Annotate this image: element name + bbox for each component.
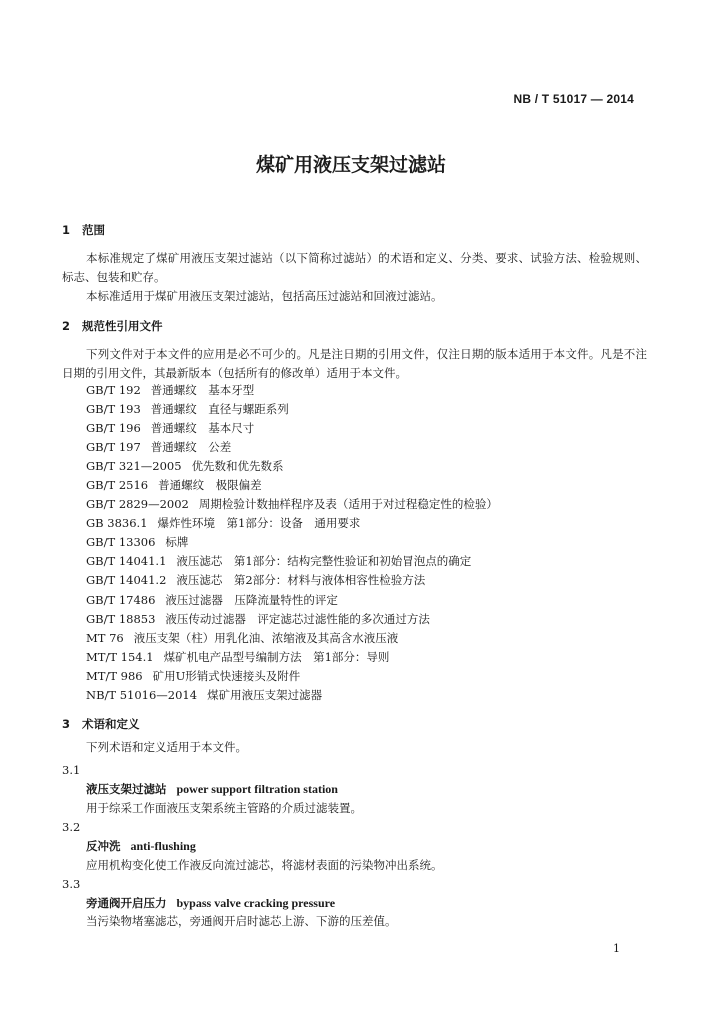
reference-title: 普通螺纹 基本尺寸 [150,421,255,436]
reference-code: MT/T 154.1 [86,649,154,664]
section-2-heading [62,318,163,334]
reference-title: 爆炸性环境 第1部分：设备 通用要求 [157,516,361,531]
definition-3-3: 当污染物堵塞滤芯，旁通阀开启时滤芯上游、下游的压差值。 [86,914,397,928]
reference-title: 普通螺纹 直径与螺距系列 [150,402,289,417]
reference-title: 液压过滤器 压降流量特性的评定 [165,592,338,607]
reference-code: GB 3836.1 [86,516,148,531]
reference-item [86,438,498,457]
reference-item [86,457,498,476]
reference-code: GB/T 193 [86,402,141,417]
section-1-number: 1 [62,223,71,237]
section-2-number: 2 [62,319,71,333]
reference-code: GB/T 192 [86,383,141,397]
reference-item [86,648,498,667]
standard-code: NB / T 51017 — 2014 [513,92,634,106]
term-3-3-en: bypass valve cracking pressure [176,896,336,910]
reference-title: 煤矿用液压支架过滤器 [207,687,323,702]
page-number: 1 [613,942,620,955]
section-1-paragraph-1: 本标准规定了煤矿用液压支架过滤站（以下简称过滤站）的术语和定义、分类、要求、试验方法、检验规则、标志、包装和贮存。 [62,251,647,284]
reference-code: GB/T 13306 [86,535,156,550]
term-3-1-zh: 液压支架过滤站 [86,782,167,796]
term-3-3-zh: 旁通阀开启压力 [86,896,167,910]
section-3-heading [62,716,140,732]
reference-item [86,419,498,438]
term-3-2-en: anti-flushing [130,839,196,853]
reference-item [86,686,498,705]
reference-item [86,533,498,552]
section-3-title: 术语和定义 [82,717,140,731]
reference-item [86,514,498,533]
reference-item [86,667,498,686]
reference-item [86,571,498,590]
document-title: 煤矿用液压支架过滤站 [255,154,446,176]
reference-title: 煤矿机电产品型号编制方法 第1部分：导则 [163,649,390,664]
term-3-1-en: power support filtration station [176,782,338,796]
section-3-intro: 下列术语和定义适用于本文件。 [86,740,247,754]
section-1-paragraph-2: 本标准适用于煤矿用液压支架过滤站，包括高压过滤站和回液过滤站。 [86,289,443,303]
reference-item [86,495,498,514]
reference-title: 优先数和优先数系 [191,459,284,474]
section-1-heading [62,222,105,238]
reference-title: 周期检验计数抽样程序及表（适用于对过程稳定性的检验） [198,497,498,512]
reference-code: GB/T 2516 [86,478,149,493]
reference-item [86,610,498,629]
clause-3-1-number: 3.1 [62,763,81,777]
reference-code: GB/T 196 [86,421,141,436]
section-2-title: 规范性引用文件 [82,319,163,333]
term-3-2-zh: 反冲洗 [86,839,121,853]
reference-item [86,400,498,419]
reference-item [86,552,498,571]
term-3-1 [86,781,338,797]
reference-title: 普通螺纹 公差 [150,440,232,455]
reference-code: GB/T 18853 [86,611,156,626]
normative-reference-list [86,381,498,705]
reference-title: 标牌 [165,535,189,550]
definition-3-2: 应用机构变化使工作液反向流过滤芯，将滤材表面的污染物冲出系统。 [86,858,443,872]
section-2-intro: 下列文件对于本文件的应用是必不可少的。凡是注日期的引用文件，仅注日期的版本适用于本文件。凡是不注日期的引用文件，其最新版本（包括所有的修改单）适用于本文件。 [62,347,647,380]
reference-code: GB/T 321—2005 [86,459,182,474]
term-3-2 [86,838,196,854]
reference-item [86,591,498,610]
clause-3-3-number: 3.3 [62,877,81,891]
clause-3-2-number: 3.2 [62,820,81,834]
reference-code: GB/T 2829—2002 [86,497,189,512]
reference-code: MT/T 986 [86,668,143,683]
reference-item [86,476,498,495]
reference-title: 液压传动过滤器 评定滤芯过滤性能的多次通过方法 [165,611,430,626]
section-3-number: 3 [62,717,71,731]
reference-code: MT 76 [86,630,124,645]
reference-code: GB/T 14041.1 [86,554,167,569]
reference-item [86,381,498,400]
reference-title: 普通螺纹 基本牙型 [150,383,255,397]
reference-code: GB/T 17486 [86,592,156,607]
reference-title: 液压支架（柱）用乳化油、浓缩液及其高含水液压液 [133,630,399,645]
reference-code: NB/T 51016—2014 [86,687,198,702]
term-3-3 [86,895,335,911]
reference-title: 普通螺纹 极限偏差 [158,478,262,493]
reference-title: 液压滤芯 第2部分：材料与液体相容性检验方法 [176,573,426,588]
reference-code: GB/T 14041.2 [86,573,167,588]
reference-title: 矿用U形销式快速接头及附件 [152,668,301,683]
reference-title: 液压滤芯 第1部分：结构完整性验证和初始冒泡点的确定 [176,554,472,569]
section-1-title: 范围 [82,223,105,237]
definition-3-1: 用于综采工作面液压支架系统主管路的介质过滤装置。 [86,801,362,815]
reference-item [86,629,498,648]
reference-code: GB/T 197 [86,440,141,455]
